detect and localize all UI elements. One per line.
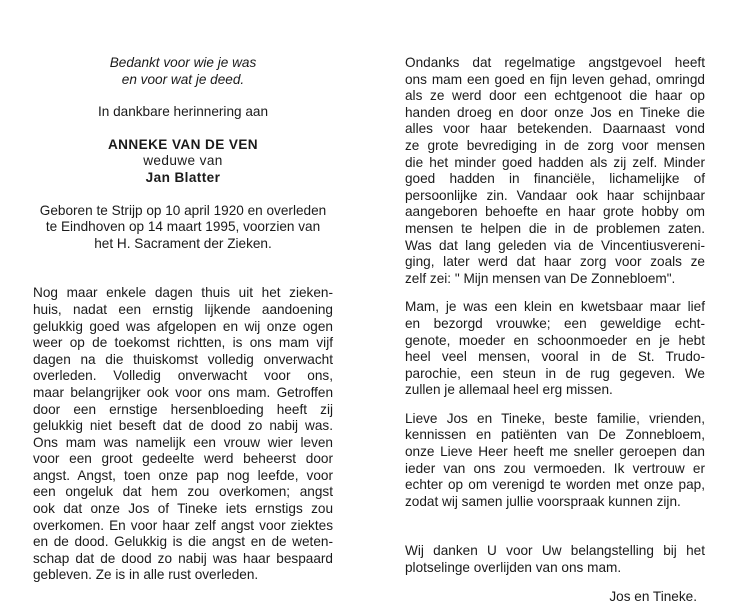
- birth-death-info: [33, 203, 333, 253]
- story-line: voor een groot gedeelte werd beheerst door: [33, 451, 333, 467]
- name-block: [33, 137, 333, 187]
- motto: [33, 55, 333, 88]
- story-line: Ons mam was namelijk een vrouw wier leven: [33, 434, 333, 450]
- text-line: zelf zei: " Mijn mensen van De Zonnebloem".: [405, 270, 676, 286]
- text-line: en bezorgd vrouwke; een geweldige echt-: [405, 315, 705, 331]
- text-line: Mam, je was een klein en kwetsbaar maar lief: [405, 299, 705, 315]
- deceased-name: ANNEKE VAN DE VEN: [107, 136, 259, 152]
- story-line: overkomen. En voor haar zelf angst voor ziektes: [33, 517, 333, 533]
- signature: Jos en Tineke.: [609, 588, 697, 604]
- text-line: goed hadden in financiële, lichamelijke of: [405, 171, 705, 187]
- info-line: het H. Sacrament der Zieken.: [94, 235, 272, 251]
- story-line: en de dood. Gelukkig is die angst en de weten-: [33, 534, 333, 550]
- text-line: onze Lieve Heer heeft me sneller geroepen dan: [405, 444, 705, 460]
- text-line: zullen je allemaal heel erg missen.: [405, 382, 613, 398]
- story-line: schap dat de dood zo nabij was haar bespaard: [33, 550, 333, 566]
- text-line: Lieve Jos en Tineke, beste familie, vrienden,: [405, 410, 705, 426]
- text-line: mensen te helpen die in de problemen zaten.: [405, 220, 705, 236]
- text-line: Wij danken U voor Uw belangstelling bij het: [405, 543, 705, 559]
- motto-line: Bedankt voor wie je was: [109, 55, 257, 70]
- text-line: genote, moeder en schoonmoeder en je hebt: [405, 332, 705, 348]
- story-line: door een ernstige hersenbloeding heeft zij: [33, 401, 333, 417]
- paragraph-farewell: [405, 411, 705, 511]
- paragraph-thanks: [405, 543, 705, 576]
- text-line: alles voor haar betekenden. Daarnaast vond: [405, 121, 705, 137]
- text-line: ging, later werd dat haar zorg voor zoals ze: [405, 254, 705, 270]
- text-line: plotselinge overlijden van ons mam.: [405, 560, 622, 576]
- story-line: huis, nadat een ernstig lijkende aandoening: [33, 301, 333, 317]
- info-line: te Eindhoven op 14 maart 1995, voorzien van: [45, 219, 321, 235]
- story-paragraph: [33, 285, 333, 584]
- left-column: [33, 55, 333, 584]
- info-line: Geboren te Strijp op 10 april 1920 en overleden: [39, 202, 327, 218]
- text-line: als ze werd door een echtgenoot die haar op: [405, 88, 705, 104]
- paragraph-life: [405, 55, 705, 287]
- text-line: Ondanks dat regelmatige angstgevoel heeft: [405, 55, 705, 70]
- story-line: een ongeluk dat hem zou overkomen; angst: [33, 484, 333, 500]
- story-line: gelukkig goed was afgelopen en wij onze ogen: [33, 318, 333, 334]
- widow-of: weduwe van: [143, 153, 223, 169]
- motto-line: en voor wat je deed.: [121, 71, 245, 87]
- spouse-name: Jan Blatter: [145, 169, 221, 185]
- text-line: aangeboren behoefte en haar grote hobby om: [405, 204, 705, 220]
- story-line: Nog maar enkele dagen thuis uit het zieken-: [33, 285, 333, 301]
- text-line: handen droeg en door onze Jos en Tineke die: [405, 104, 705, 120]
- text-line: heel veel mensen, vooral in de St. Trudo-: [405, 349, 705, 365]
- text-line: parochie, een steun in de rug gegeven. We: [405, 365, 705, 381]
- story-line: gelukkig niet beseft dat de dood zo nabij was.: [33, 418, 333, 434]
- story-line: ook dat onze Jos of Tineke iets ernstigs zou: [33, 501, 333, 517]
- story-line: dagen na die thuiskomst volledig onverwacht: [33, 351, 333, 367]
- story-line: weer op de toekomst richtten, is ons mam vijf: [33, 335, 333, 351]
- story-line: overleden. Volledig onverwacht voor ons,: [33, 368, 333, 384]
- story-line: maar belangrijker ook voor ons mam. Getroffen: [33, 384, 333, 400]
- text-line: ons mam een goed en fijn leven gehad, omringd: [405, 71, 705, 87]
- text-line: kennissen en patiënten van De Zonnebloem,: [405, 427, 705, 443]
- story-line: gebleven. Ze is in alle rust overleden.: [33, 567, 259, 583]
- text-line: zodat wij samen jullie voorspraak kunnen zijn.: [405, 493, 681, 509]
- text-line: Was dat lang geleden via de Vincentiusvereni-: [405, 237, 705, 253]
- right-column: [405, 55, 705, 605]
- intro-text: In dankbare herinnering aan: [97, 104, 269, 120]
- text-line: ze grote bevrediging in de zorg voor mensen: [405, 137, 705, 153]
- text-line: ieder van ons zou vermoeden. Ik vertrouw er: [405, 460, 705, 476]
- paragraph-mam: [405, 299, 705, 399]
- text-line: persoonlijke zin. Vandaar ook haar schijnbaar: [405, 187, 705, 203]
- text-line: die het minder goed hadden als zij zelf. Minder: [405, 154, 705, 170]
- story-line: angst. Angst, toen onze pap nog leefde, voor: [33, 467, 333, 483]
- text-line: echter op om verenigd te worden met onze pap,: [405, 477, 705, 493]
- intro: [33, 104, 333, 121]
